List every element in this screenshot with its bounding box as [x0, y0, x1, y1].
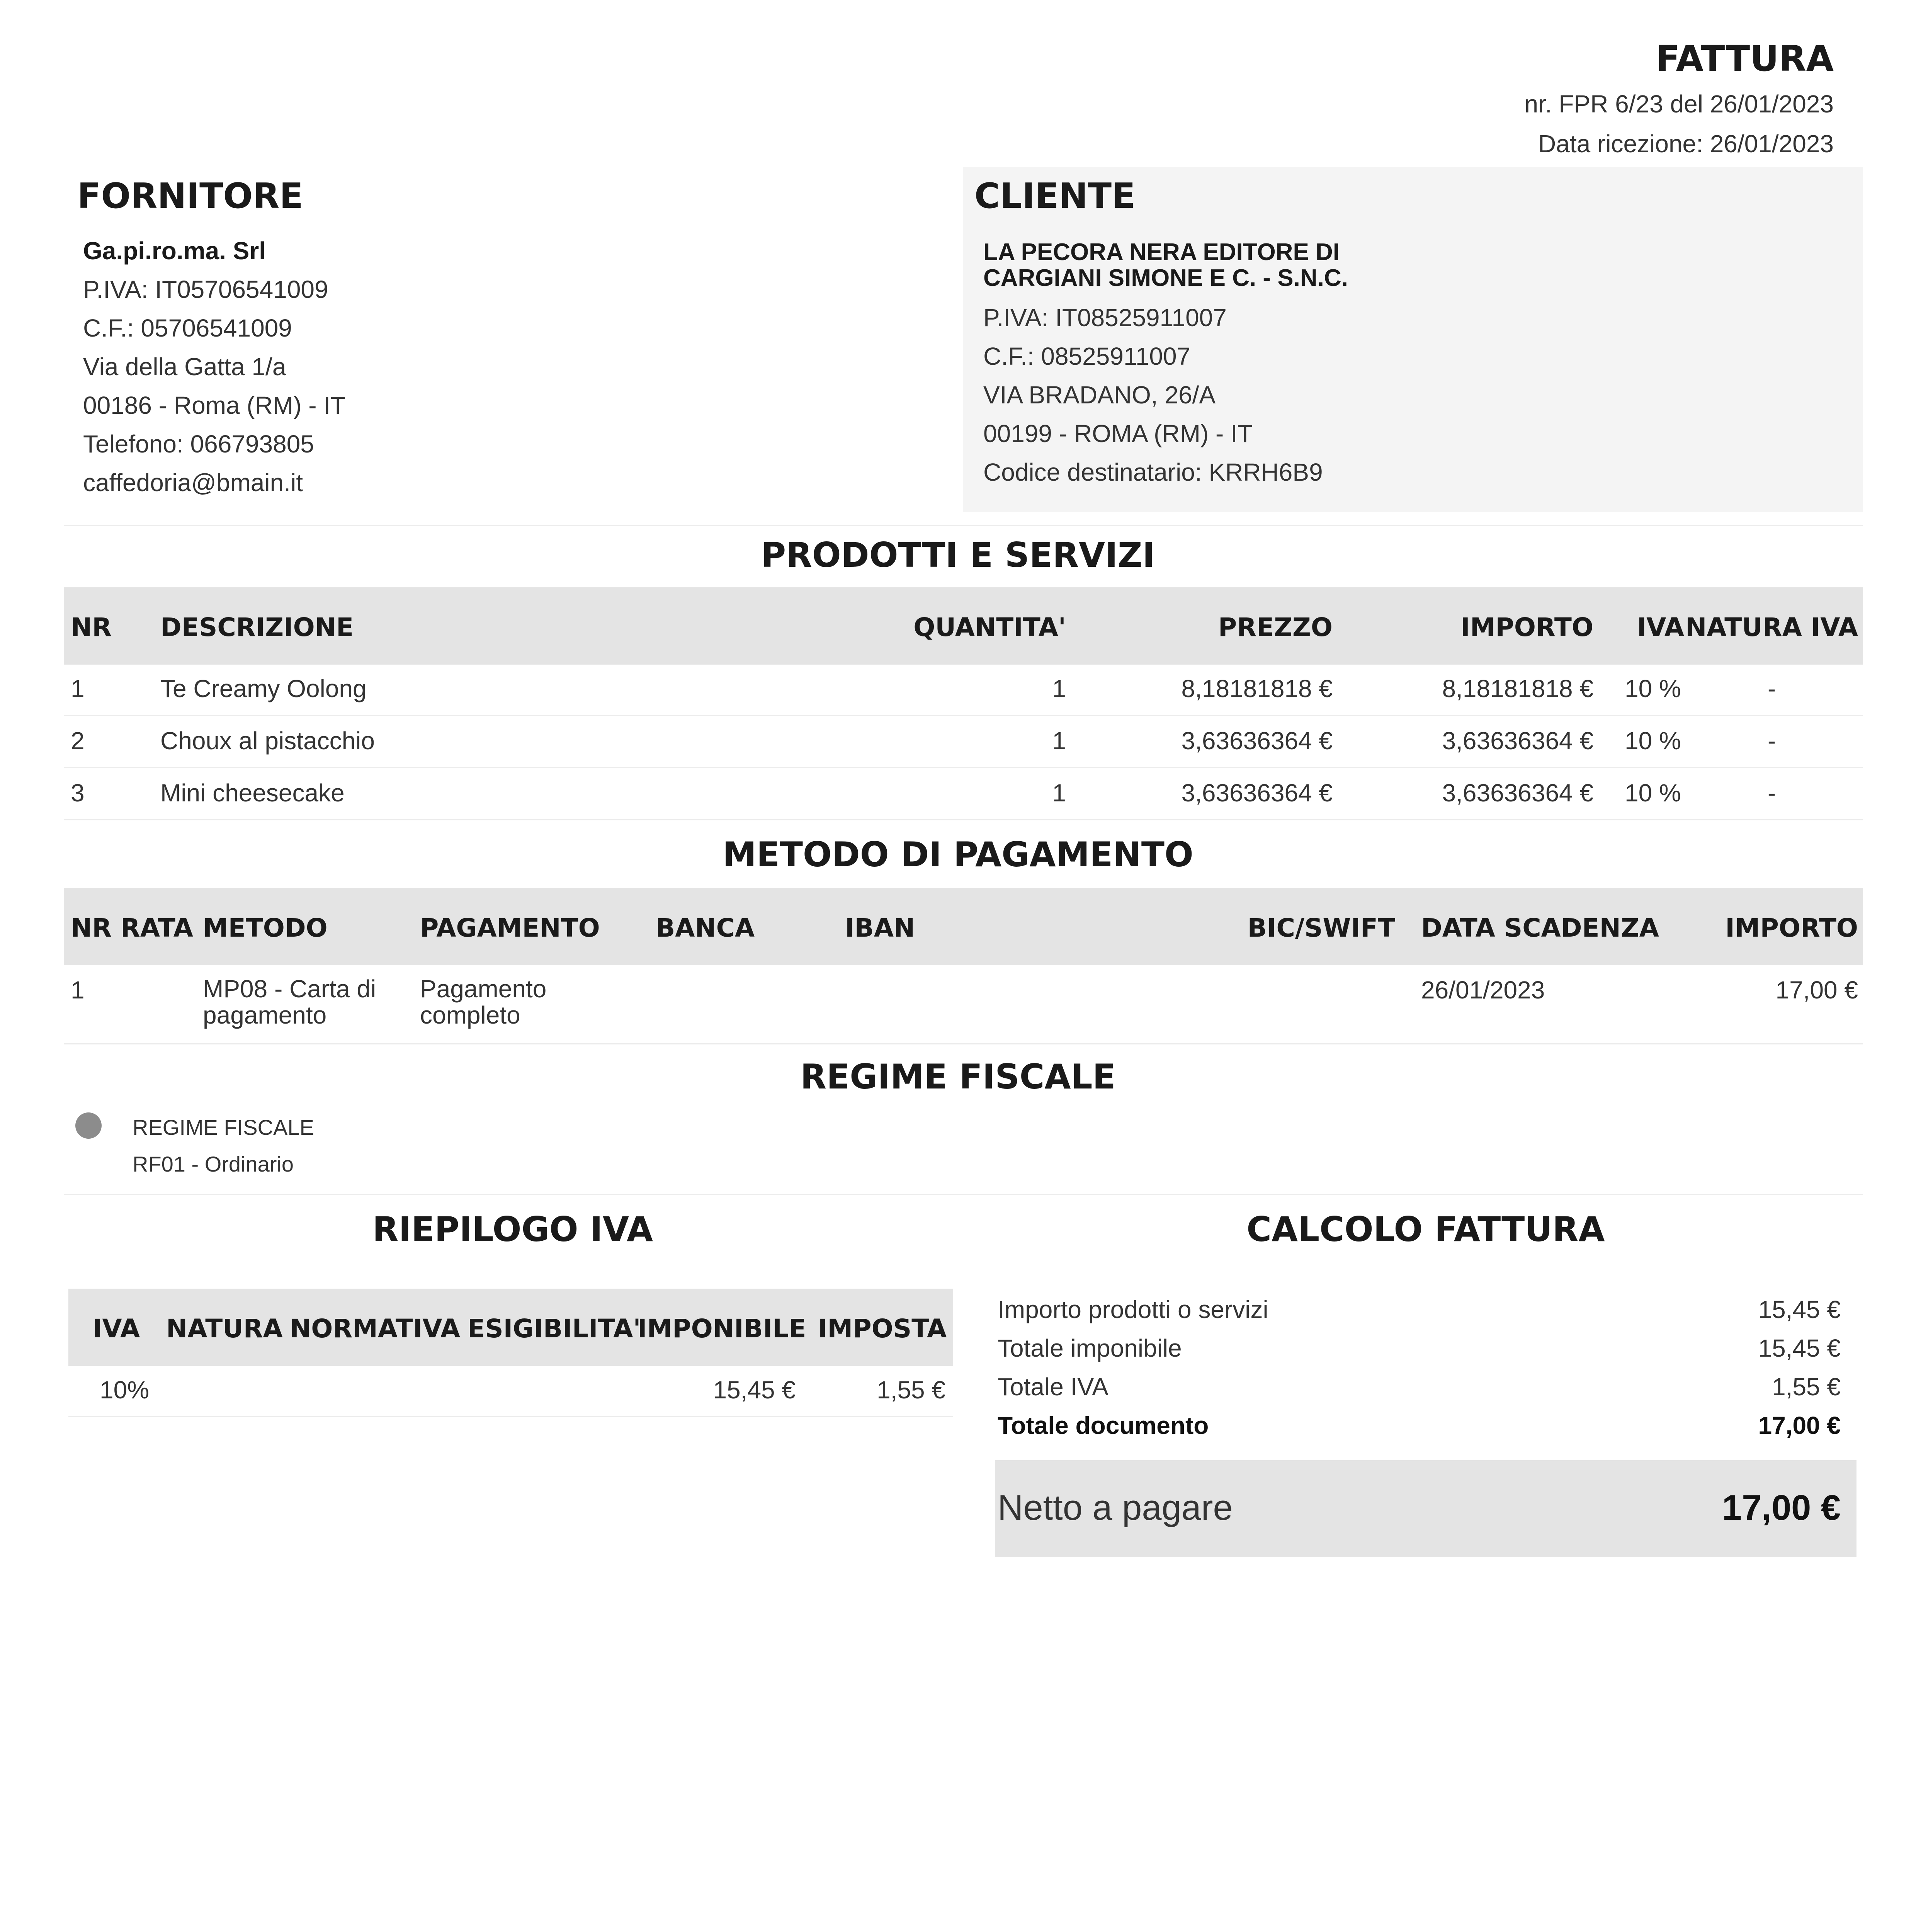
invoice-number: nr. FPR 6/23 del 26/01/2023	[1524, 90, 1834, 118]
vat-summary-rate: 10%	[100, 1376, 150, 1404]
payment-type-line1: Pagamento	[420, 975, 547, 1003]
payment-type	[420, 976, 546, 1028]
product-quantity: 1	[1052, 675, 1066, 702]
supplier-address: Via della Gatta 1/a	[83, 353, 286, 381]
product-vat-nature: -	[1768, 779, 1776, 807]
col-banca: BANCA	[656, 913, 755, 943]
vat-summary-taxable: 15,45 €	[713, 1376, 796, 1404]
row-divider	[64, 1043, 1863, 1044]
row-divider	[64, 715, 1863, 716]
calc-vat-label: Totale IVA	[998, 1373, 1108, 1401]
net-payable-label: Netto a pagare	[998, 1488, 1233, 1527]
divider	[64, 525, 1863, 526]
product-price: 3,63636364 €	[1181, 727, 1333, 755]
product-nr: 1	[71, 675, 85, 702]
row-divider	[64, 819, 1863, 820]
payment-due-date: 26/01/2023	[1421, 976, 1545, 1004]
col-natura-iva: NATURA IVA	[1685, 612, 1858, 642]
product-vat-nature: -	[1768, 727, 1776, 755]
col-quantita: QUANTITA'	[913, 612, 1066, 642]
col-vat-nature: NATURA	[166, 1314, 283, 1344]
product-price: 8,18181818 €	[1181, 675, 1333, 702]
supplier-email: caffedoria@bmain.it	[83, 469, 303, 497]
supplier-cf: C.F.: 05706541009	[83, 314, 292, 342]
supplier-phone: Telefono: 066793805	[83, 430, 314, 458]
product-description: Mini cheesecake	[160, 779, 345, 807]
calc-products-value: 15,45 €	[1758, 1296, 1841, 1323]
col-vat-taxable: IMPONIBILE	[638, 1314, 806, 1344]
net-payable-value: 17,00 €	[1722, 1488, 1841, 1527]
client-heading: CLIENTE	[974, 176, 1136, 216]
payment-amount: 17,00 €	[1775, 976, 1858, 1004]
client-name-line2: CARGIANI SIMONE E C. - S.N.C.	[983, 265, 1348, 291]
client-address: VIA BRADANO, 26/A	[983, 381, 1216, 409]
calc-total-value: 17,00 €	[1758, 1412, 1841, 1439]
col-data-scadenza: DATA SCADENZA	[1421, 913, 1659, 943]
col-bic-swift: BIC/SWIFT	[1247, 913, 1395, 943]
col-importo-rata: IMPORTO	[1725, 913, 1858, 943]
row-divider	[64, 1194, 1863, 1195]
product-vat: 10 %	[1625, 779, 1681, 807]
calc-taxable-value: 15,45 €	[1758, 1334, 1841, 1362]
calc-products-label: Importo prodotti o servizi	[998, 1296, 1268, 1323]
col-descrizione: DESCRIZIONE	[160, 612, 354, 642]
client-cf: C.F.: 08525911007	[983, 342, 1191, 370]
regime-heading: REGIME FISCALE	[800, 1057, 1116, 1097]
col-nr: NR	[71, 612, 112, 642]
product-amount: 3,63636364 €	[1442, 727, 1593, 755]
product-nr: 2	[71, 727, 85, 755]
col-vat-tax: IMPOSTA	[818, 1314, 947, 1344]
payment-method-line2: pagamento	[203, 1001, 327, 1029]
regime-value: RF01 - Ordinario	[133, 1152, 294, 1176]
client-vat: P.IVA: IT08525911007	[983, 304, 1227, 332]
col-nr-rata: NR RATA	[71, 913, 193, 943]
document-title: FATTURA	[1656, 38, 1834, 79]
bullet-icon	[75, 1112, 102, 1139]
supplier-heading: FORNITORE	[77, 176, 303, 216]
installment-nr: 1	[71, 976, 85, 1004]
col-iva: IVA	[1637, 612, 1684, 642]
product-vat: 10 %	[1625, 675, 1681, 702]
product-amount: 8,18181818 €	[1442, 675, 1593, 702]
payment-method-line1: MP08 - Carta di	[203, 975, 376, 1003]
supplier-name: Ga.pi.ro.ma. Srl	[83, 237, 266, 265]
calc-vat-value: 1,55 €	[1772, 1373, 1841, 1401]
col-metodo: METODO	[203, 913, 328, 943]
calc-heading: CALCOLO FATTURA	[1246, 1209, 1605, 1249]
client-city: 00199 - ROMA (RM) - IT	[983, 420, 1253, 447]
row-divider	[68, 1416, 953, 1417]
col-vat-regulation: NORMATIVA	[290, 1314, 461, 1344]
products-heading: PRODOTTI E SERVIZI	[761, 535, 1155, 575]
vat-summary-tax: 1,55 €	[877, 1376, 945, 1404]
supplier-city: 00186 - Roma (RM) - IT	[83, 391, 346, 419]
col-vat-rate: IVA	[93, 1314, 140, 1344]
product-quantity: 1	[1052, 779, 1066, 807]
payment-heading: METODO DI PAGAMENTO	[723, 835, 1193, 874]
col-prezzo: PREZZO	[1218, 612, 1333, 642]
vat-summary-heading: RIEPILOGO IVA	[372, 1209, 653, 1249]
regime-label: REGIME FISCALE	[133, 1115, 314, 1139]
product-description: Te Creamy Oolong	[160, 675, 367, 702]
product-vat: 10 %	[1625, 727, 1681, 755]
product-price: 3,63636364 €	[1181, 779, 1333, 807]
row-divider	[64, 767, 1863, 768]
product-vat-nature: -	[1768, 675, 1776, 702]
received-date: Data ricezione: 26/01/2023	[1538, 130, 1834, 158]
product-amount: 3,63636364 €	[1442, 779, 1593, 807]
calc-total-label: Totale documento	[998, 1412, 1209, 1439]
col-pagamento: PAGAMENTO	[420, 913, 600, 943]
client-name-line1: LA PECORA NERA EDITORE DI	[983, 239, 1340, 265]
client-recipient-code: Codice destinatario: KRRH6B9	[983, 458, 1323, 486]
payment-type-line2: completo	[420, 1001, 520, 1029]
calc-taxable-label: Totale imponibile	[998, 1334, 1182, 1362]
product-quantity: 1	[1052, 727, 1066, 755]
supplier-vat: P.IVA: IT05706541009	[83, 276, 328, 303]
col-iban: IBAN	[845, 913, 915, 943]
col-vat-collectability: ESIGIBILITA'	[468, 1314, 641, 1344]
col-importo: IMPORTO	[1460, 612, 1593, 642]
product-nr: 3	[71, 779, 85, 807]
product-description: Choux al pistacchio	[160, 727, 375, 755]
payment-method	[203, 976, 376, 1028]
